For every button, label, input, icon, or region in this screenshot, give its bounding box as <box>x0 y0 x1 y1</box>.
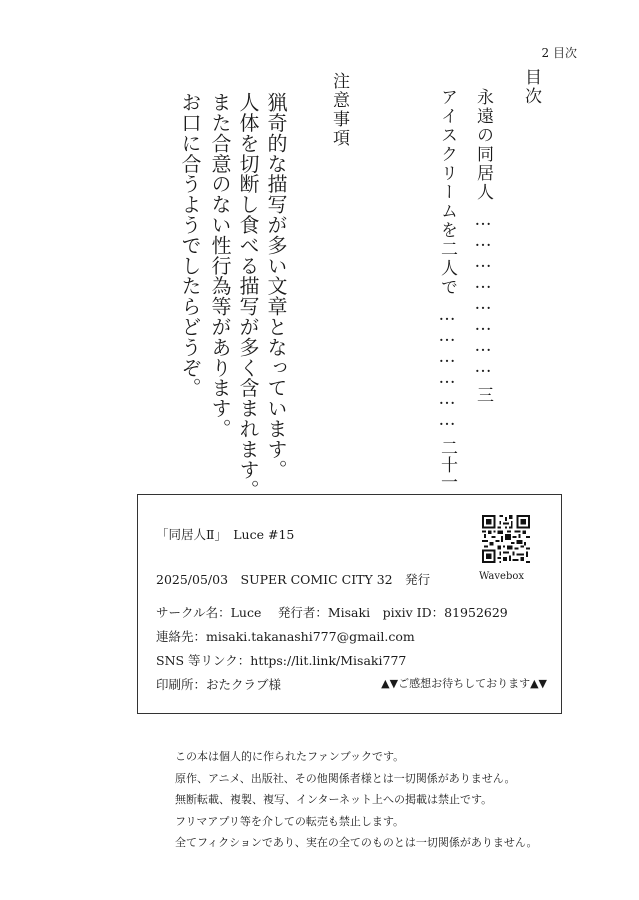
disclaimer-line: 無断転載、複製、複写、インターネット上への掲載は禁止です。 <box>175 793 493 806</box>
note-line: 猟奇的な描写が多い文章となっています。 <box>264 92 288 480</box>
publish-date: 2025/05/03 SUPER COMIC CITY 32 発行 <box>156 572 431 587</box>
colophon-box <box>137 494 562 714</box>
toc-entry-title: アイスクリームを二人で <box>437 88 457 297</box>
disclaimer-line: 全てフィクションであり、実在の全てのものとは一切関係がありません。 <box>175 836 538 849</box>
feedback-message: ▲▼ご感想お待ちしております▲▼ <box>381 677 547 690</box>
contact-email: 連絡先：misaki.takanashi777@gmail.com <box>156 629 415 644</box>
note-line: お口に合うようでしたらどうぞ。 <box>178 92 202 398</box>
qr-code-label: Wavebox <box>479 571 524 582</box>
sns-link: SNS 等リンク：https://lit.link/Misaki777 <box>156 653 407 668</box>
toc-entry[interactable] <box>437 88 457 490</box>
note-line: 人体を切断し食べる描写が多く含まれます。 <box>236 92 260 500</box>
circle-info: サークル名：Luce 発行者：Misaki pixiv ID：81952629 <box>156 605 508 620</box>
toc-leader-dots: …………………… <box>473 210 493 378</box>
disclaimer-line: フリマアプリ等を介しての転売も禁止します。 <box>175 814 405 828</box>
toc-entry-page: 二十一 <box>437 439 457 490</box>
notes-heading: 注意事項 <box>329 72 349 148</box>
toc-heading: 目次 <box>521 68 541 106</box>
book-title: 「同居人Ⅱ」 Luce #15 <box>156 527 295 542</box>
toc-entry-title: 永遠の同居人 <box>473 88 493 202</box>
toc-entry-page: 三 <box>473 386 493 403</box>
toc-entry[interactable] <box>474 88 491 433</box>
disclaimer-line: この本は個人的に作られたファンブックです。 <box>175 750 405 763</box>
page-number: 2 目次 <box>541 46 577 60</box>
printer-info: 印刷所：おたクラブ様 <box>156 677 282 692</box>
qr-code-icon[interactable] <box>482 515 530 563</box>
disclaimer <box>175 746 538 854</box>
disclaimer-line: 原作、アニメ、出版社、その他関係者様とは一切関係がありません。 <box>175 771 516 785</box>
toc-leader-dots: ……………… <box>437 305 457 431</box>
note-line: また合意のない性行為等があります。 <box>208 92 232 439</box>
